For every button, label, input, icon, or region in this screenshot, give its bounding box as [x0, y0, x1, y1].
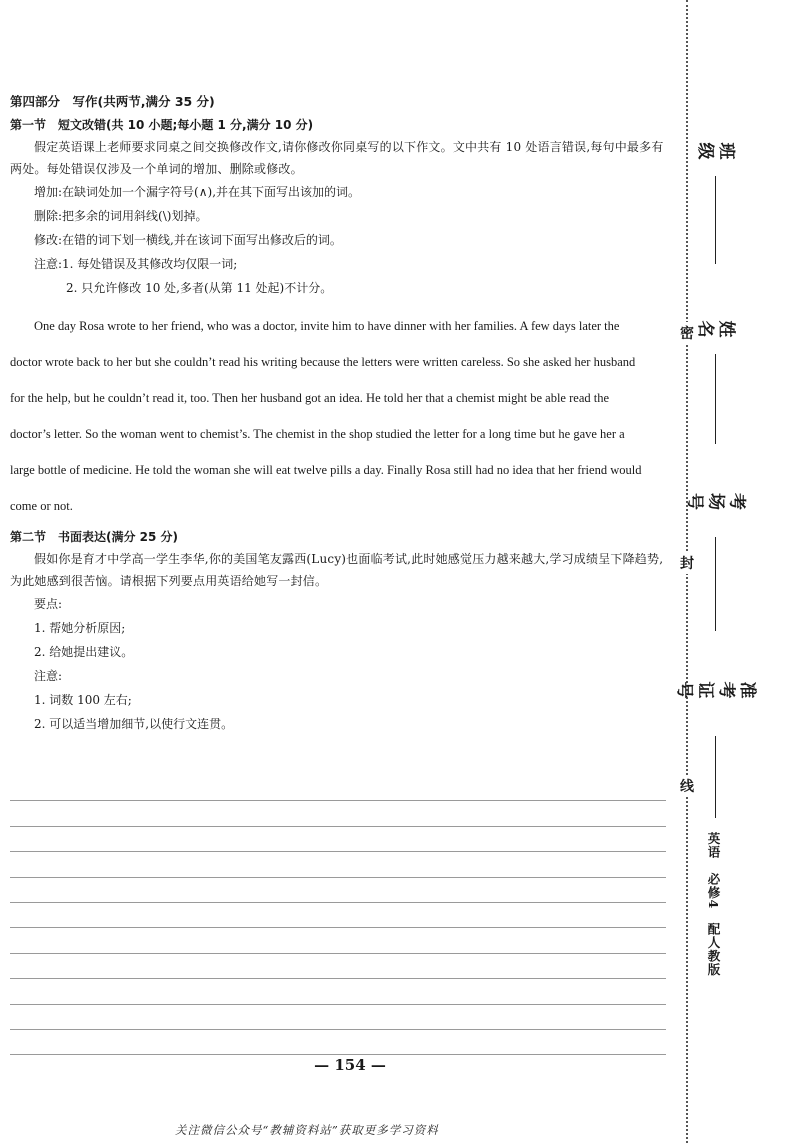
- rule-modify: 修改:在错的词下划一横线,并在该词下面写出修改后的词。: [34, 233, 342, 247]
- essay-line: One day Rosa wrote to her friend, who was a doctor, invite him to have dinner with her families. A few days later the: [34, 319, 620, 333]
- points-label: 要点:: [34, 597, 63, 611]
- notes-label: 注意:: [34, 669, 63, 683]
- point-item: 2. 给她提出建议。: [34, 645, 134, 659]
- section2-prompt: 假如你是育才中学高一学生李华,你的美国笔友露西(Lucy)也面临考试,此时她感觉压力越来越大,学习成绩呈下降趋势,为此她感到很苦恼。请根据下列要点用英语给她写一封信。: [10, 552, 664, 588]
- answer-line[interactable]: [10, 928, 666, 953]
- class-label: 班级: [695, 142, 736, 160]
- essay-line: come or not.: [10, 499, 73, 513]
- answer-line[interactable]: [10, 852, 666, 877]
- name-label: 姓名: [695, 320, 736, 338]
- section1-title: 第一节 短文改错(共 10 小题;每小题 1 分,满分 10 分): [10, 118, 314, 132]
- exam-room-label: 考场号: [684, 493, 747, 510]
- section1-instruction: 假定英语课上老师要求同桌之间交换修改作文,请你修改你同桌写的以下作文。文中共有 10 处语言错误,每句中最多有两处。每处错误仅涉及一个单词的增加、删除或修改。: [10, 140, 664, 176]
- answer-line[interactable]: [10, 1030, 666, 1055]
- admission-ticket-field[interactable]: [674, 648, 757, 818]
- rule-add: 增加:在缺词处加一个漏字符号(∧),并在其下面写出该加的词。: [34, 185, 361, 199]
- class-field[interactable]: [695, 130, 736, 264]
- part-title: 第四部分 写作(共两节,满分 35 分): [10, 94, 215, 109]
- answer-line[interactable]: [10, 954, 666, 979]
- footer-note: 关注微信公众号“教辅资料站”获取更多学习资料: [175, 1123, 439, 1137]
- rule-note-2: 2. 只允许修改 10 处,多者(从第 11 处起)不计分。: [66, 281, 333, 295]
- rule-delete: 删除:把多余的词用斜线(\)划掉。: [34, 209, 208, 223]
- answer-line[interactable]: [10, 801, 666, 826]
- section2-title: 第二节 书面表达(满分 25 分): [10, 530, 179, 544]
- essay-line: doctor’s letter. So the woman went to chemist’s. The chemist in the shop studied the letter for a long time but he gave her a: [10, 427, 625, 441]
- admission-ticket-label: 准考证号: [674, 681, 757, 699]
- essay-line: doctor wrote back to her but she couldn’t read his writing because the letters were written careless. So she asked her husband: [10, 355, 636, 369]
- essay-line: large bottle of medicine. He told the woman she will eat twelve pills a day. Finally Rosa still had no idea that her friend would: [10, 463, 642, 477]
- answer-line[interactable]: [10, 903, 666, 928]
- error-correction-essay: [10, 308, 666, 524]
- answer-line[interactable]: [10, 1005, 666, 1030]
- name-field[interactable]: [695, 308, 736, 444]
- class-blank-line[interactable]: [715, 176, 716, 264]
- page-number: — 154 —: [314, 1056, 386, 1074]
- answer-writing-area[interactable]: [10, 776, 666, 1055]
- exam-room-field[interactable]: [684, 470, 747, 631]
- seal-char-xian: 线: [678, 775, 696, 797]
- note-item: 2. 可以适当增加细节,以使行文连贯。: [34, 717, 234, 731]
- book-info: 英语 必修4 配人教版: [706, 832, 721, 977]
- main-content: [10, 92, 666, 736]
- answer-line[interactable]: [10, 827, 666, 852]
- essay-line: for the help, but he couldn’t read it, too. Then her husband got an idea. He told her that a chemist might be able read the: [10, 391, 610, 405]
- point-item: 1. 帮她分析原因;: [34, 621, 126, 635]
- answer-line[interactable]: [10, 878, 666, 903]
- exam-room-blank-line[interactable]: [715, 537, 716, 631]
- rule-note-1: 注意:1. 每处错误及其修改均仅限一词;: [34, 257, 238, 271]
- seal-char-feng: 封: [678, 552, 696, 574]
- answer-line[interactable]: [10, 979, 666, 1004]
- note-item: 1. 词数 100 左右;: [34, 693, 132, 707]
- answer-line[interactable]: [10, 776, 666, 801]
- name-blank-line[interactable]: [715, 354, 716, 444]
- admission-ticket-blank-line[interactable]: [715, 736, 716, 818]
- seal-char-mi: 密: [678, 322, 696, 344]
